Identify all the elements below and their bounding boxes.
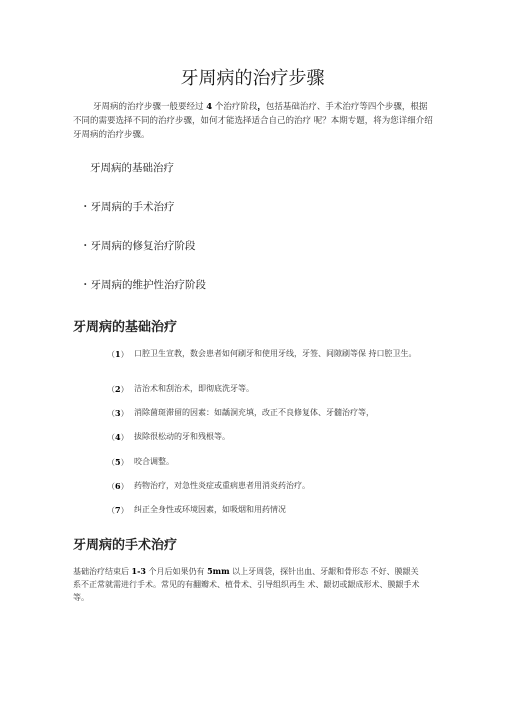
stage-count: 4: [206, 102, 213, 112]
depth-value: 5mm: [207, 566, 230, 576]
intro-text: 牙周病的治疗步骤一般要经过 4 个治疗阶段，包括基础治疗、手术治疗等四个步骤，根据不同的需要选择不同的治疗步骤，如何才能选择适合自己的治疗 呢？本期专题，将为您详细介绍牙周病的治疗步骤。: [73, 102, 433, 140]
step-number: （6）: [107, 481, 129, 491]
step-number: （7）: [107, 505, 129, 515]
toc-item[interactable]: ・牙周病的手术治疗: [80, 201, 175, 213]
step-text: 洁治术和刮治术，即彻底洗牙等。: [134, 384, 254, 393]
step-text: 咬合调整。: [134, 457, 174, 466]
toc-item[interactable]: ・牙周病的修复治疗阶段: [80, 240, 196, 252]
document-title: 牙周病的治疗步骤: [180, 68, 325, 89]
step-number: （1）: [107, 349, 129, 359]
toc-item[interactable]: ・牙周病的维护性治疗阶段: [80, 279, 206, 291]
step-number: （2）: [107, 384, 129, 394]
step-number: （3）: [107, 408, 129, 418]
section-heading-basic: 牙周病的基础治疗: [73, 320, 178, 335]
months-value: 1-3: [131, 566, 146, 576]
step-text: 纠正全身性或环境因素，如吸烟和用药情况: [134, 505, 286, 514]
step-text: 拔除很松动的牙和残根等。: [134, 432, 230, 441]
step-number: （4）: [107, 432, 129, 442]
surgery-paragraph: 基础治疗结束后 1-3 个月后如果仍有 5mm 以上牙周袋，探针出血、牙龈和骨形态 不好、膜龈关系不正常就需进行手术。常见的有翻瓣术、植骨术、引导组织再生 术、龈切或龈成形术、膜龈手术等。: [73, 566, 420, 602]
section-heading-surgery: 牙周病的手术治疗: [73, 538, 178, 553]
step-text: 消除菌斑滞留的因素：如龋洞充填，改正不良修复体、牙髓治疗等，: [134, 408, 374, 417]
intro-paragraph: [73, 100, 433, 142]
step-text: 药物治疗，对急性炎症或重病患者用消炎药治疗。: [134, 481, 310, 490]
toc-item[interactable]: 牙周病的基础治疗: [90, 162, 174, 174]
step-text: 口腔卫生宣教，数会患者如何刷牙和使用牙线，牙签、间隙刷等保 持口腔卫生。: [134, 349, 417, 358]
step-number: （5）: [107, 457, 129, 467]
